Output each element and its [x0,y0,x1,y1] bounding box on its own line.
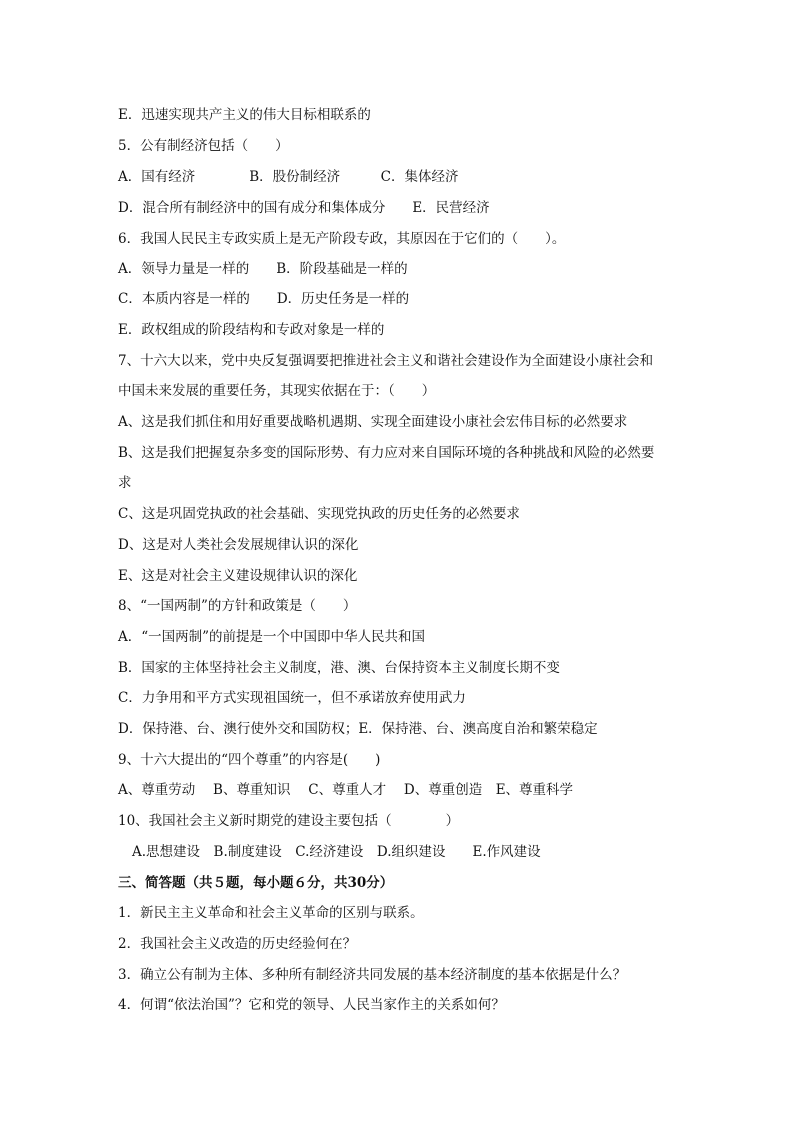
question-9: 9、十六大提出的“四个尊重”的内容是( ) [118,752,381,768]
option-8-b: B．国家的主体坚持社会主义制度，港、澳、台保持资本主义制度长期不变 [118,660,560,676]
option-7-b: B、这是我们把握复杂多变的国际形势、有力应对来自国际环境的各种挑战和风险的必然要 [118,445,655,461]
question-6: 6．我国人民民主专政实质上是无产阶段专政，其原因在于它们的（ ）。 [118,231,566,247]
option-7-c: C、这是巩固党执政的社会基础、实现党执政的历史任务的必然要求 [118,506,520,522]
option-5e-prev: E．迅速实现共产主义的伟大目标相联系的 [118,107,371,123]
question-5: 5．公有制经济包括（ ） [118,138,289,154]
option-7-e: E、这是对社会主义建设规律认识的深化 [118,568,358,584]
option-7-d: D、这是对人类社会发展规律认识的深化 [118,537,359,553]
options-5-abc: A．国有经济 B．股份制经济 C．集体经济 [118,169,459,185]
options-10: A.思想建设 B.制度建设 C.经济建设 D.组织建设 E.作风建设 [132,844,541,860]
options-5-de: D．混合所有制经济中的国有成分和集体成分 E．民营经济 [118,200,490,216]
options-6-ab: A．领导力量是一样的 B．阶段基础是一样的 [118,261,408,277]
option-6-e: E．政权组成的阶段结构和专政对象是一样的 [118,322,385,338]
short-answer-2: 2．我国社会主义改造的历史经验何在？ [118,936,357,952]
option-7-a: A、这是我们抓住和用好重要战略机遇期、实现全面建设小康社会宏伟目标的必然要求 [118,414,628,430]
question-7-line-1: 7、十六大以来，党中央反复强调要把推进社会主义和谐社会建设作为全面建设小康社会和 [118,353,654,369]
question-7-line-2: 中国未来发展的重要任务，其现实依据在于：（ ） [118,383,436,399]
option-8-c: C．力争用和平方式实现祖国统一，但不承诺放弃使用武力 [118,690,466,706]
question-8: 8、“一国两制”的方针和政策是（ ） [118,598,357,614]
option-7-b-cont: 求 [118,475,132,491]
section-3-heading: 三、简答题（共５题，每小题６分，共30分） [118,875,394,891]
options-6-cd: C．本质内容是一样的 D．历史任务是一样的 [118,291,410,307]
short-answer-1: 1．新民主主义革命和社会主义革命的区别与联系。 [118,905,424,921]
option-8-a: A．“一国两制”的前提是一个中国即中华人民共和国 [118,629,426,645]
short-answer-4: 4．何谓“依法治国”？它和党的领导、人民当家作主的关系如何？ [118,997,505,1013]
question-10: 10、我国社会主义新时期党的建设主要包括（ ） [118,813,460,829]
short-answer-3: 3．确立公有制为主体、多种所有制经济共同发展的基本经济制度的基本依据是什么？ [118,967,627,983]
options-8-de: D．保持港、台、澳行使外交和国防权；E．保持港、台、澳高度自治和繁荣稳定 [118,721,598,737]
options-9: A、尊重劳动 B、尊重知识 C、尊重人才 D、尊重创造 E、尊重科学 [118,782,574,798]
